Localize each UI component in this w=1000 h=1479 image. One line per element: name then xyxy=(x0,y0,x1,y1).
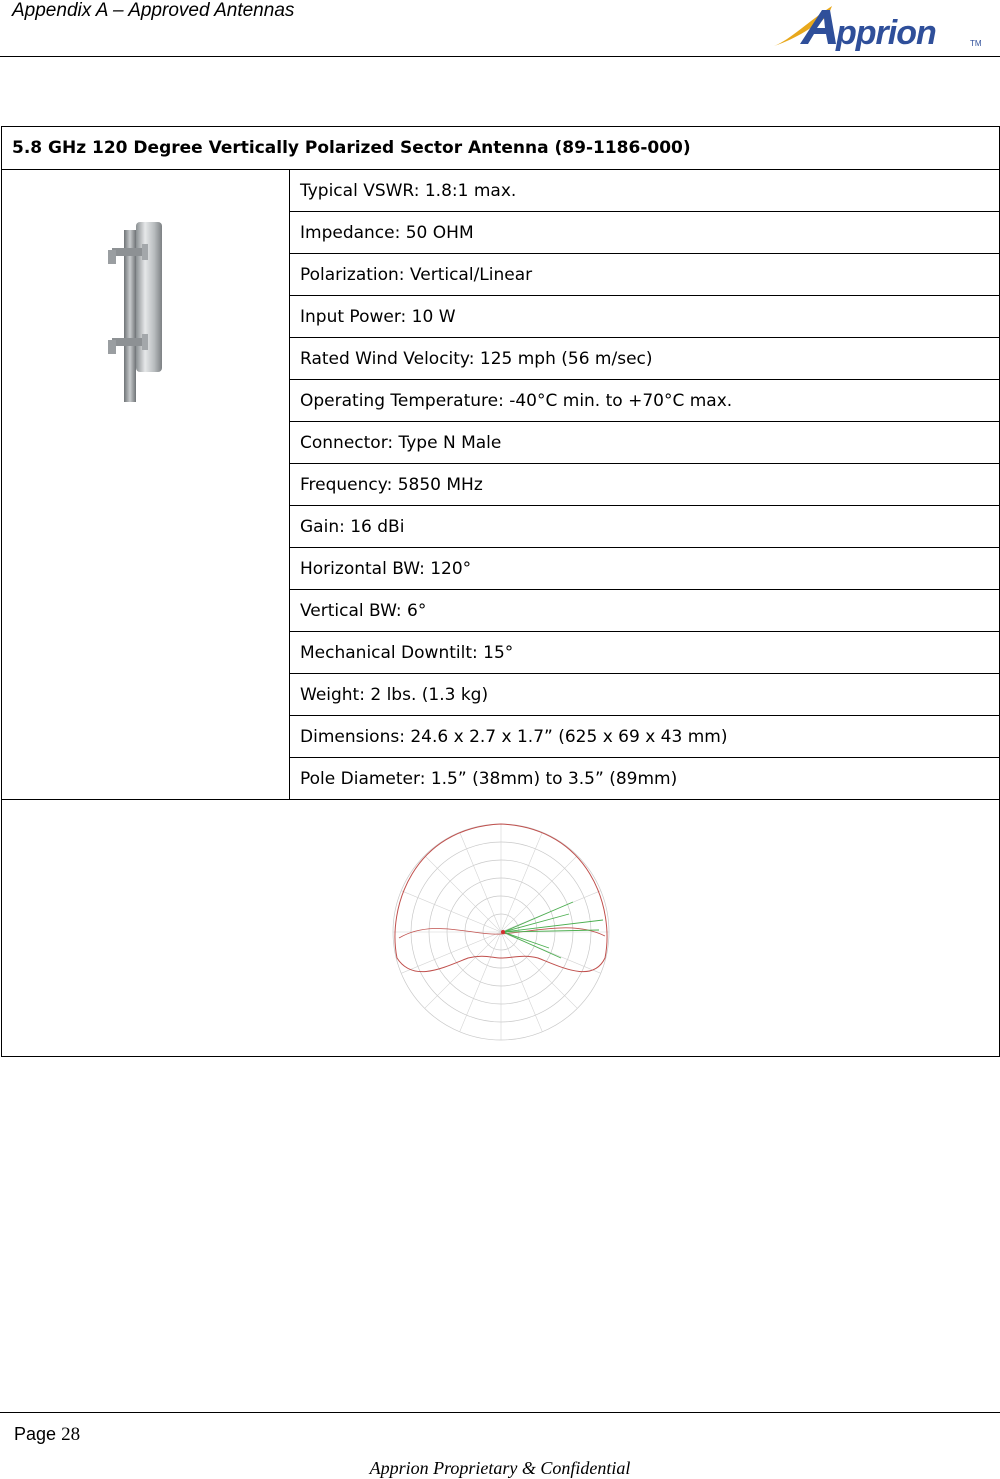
spec-row: Frequency: 5850 MHz xyxy=(290,464,1000,506)
spec-row: Gain: 16 dBi xyxy=(290,506,1000,548)
spec-row: Pole Diameter: 1.5” (38mm) to 3.5” (89mm) xyxy=(290,758,1000,800)
spec-row: Operating Temperature: -40°C min. to +70°C max. xyxy=(290,380,1000,422)
confidential-notice: Apprion Proprietary & Confidential xyxy=(369,1458,631,1478)
spec-row: Weight: 2 lbs. (1.3 kg) xyxy=(290,674,1000,716)
radiation-pattern-cell xyxy=(2,800,1000,1057)
spec-row: Impedance: 50 OHM xyxy=(290,212,1000,254)
page-number-label xyxy=(14,1424,80,1446)
antenna-spec-table xyxy=(1,126,1000,1057)
spec-row: Connector: Type N Male xyxy=(290,422,1000,464)
apprion-logo xyxy=(770,0,992,58)
spec-row: Typical VSWR: 1.8:1 max. xyxy=(290,170,1000,212)
svg-text:pprion: pprion xyxy=(836,14,936,52)
antenna-image-cell xyxy=(2,170,290,800)
antenna-photo xyxy=(106,220,168,402)
spec-row: Vertical BW: 6° xyxy=(290,590,1000,632)
page-label-text: Page xyxy=(14,1424,57,1444)
trademark-mark: TM xyxy=(970,39,982,48)
spec-row: Polarization: Vertical/Linear xyxy=(290,254,1000,296)
page-number: 28 xyxy=(61,1424,81,1445)
footer-divider xyxy=(0,1412,1000,1413)
table-title: 5.8 GHz 120 Degree Vertically Polarized Sector Antenna (89-1186-000) xyxy=(2,127,1000,170)
radiation-pattern-image xyxy=(373,808,629,1054)
spec-row: Input Power: 10 W xyxy=(290,296,1000,338)
header-divider xyxy=(0,56,1000,57)
page-header-title: Appendix A – Approved Antennas xyxy=(12,0,295,21)
spec-row: Dimensions: 24.6 x 2.7 x 1.7” (625 x 69 x 43 mm) xyxy=(290,716,1000,758)
spec-row: Mechanical Downtilt: 15° xyxy=(290,632,1000,674)
spec-row: Rated Wind Velocity: 125 mph (56 m/sec) xyxy=(290,338,1000,380)
spec-row: Horizontal BW: 120° xyxy=(290,548,1000,590)
